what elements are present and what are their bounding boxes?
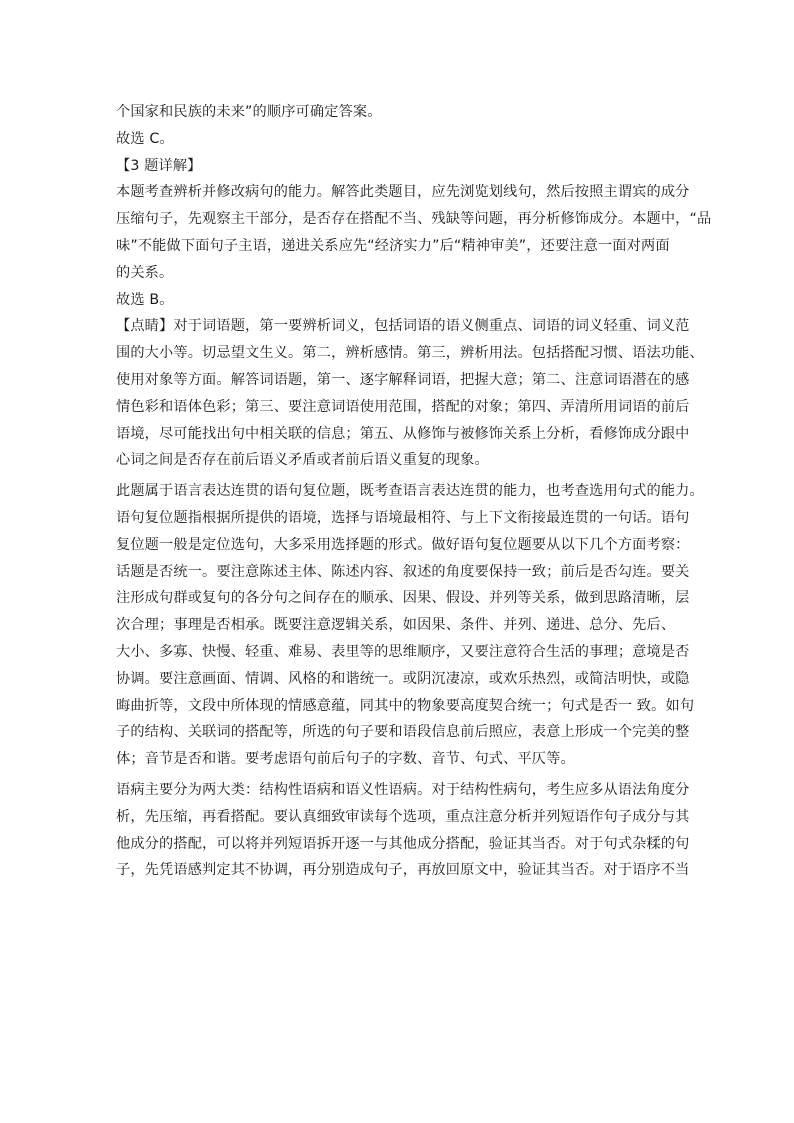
- text-line: 次合理；事理是否相承。既要注意逻辑关系，如因果、条件、并列、递进、总分、先后、: [116, 617, 676, 634]
- text-line: 复位题一般是定位选句，大多采用选择题的形式。做好语句复位题要从以下几个方面考察：: [116, 536, 690, 553]
- text-line: 压缩句子，先观察主干部分，是否存在搭配不当、残缺等问题，再分析修饰成分。本题中，“品: [116, 211, 712, 228]
- text-line: 晦曲折等，文段中所体现的情感意蕴，同其中的物象要高度契合统一；句式是否一 致。如句: [116, 697, 695, 714]
- answer-explanation-block: [116, 99, 712, 474]
- text-line: 他成分的搭配，可以将并列短语拆开逐一与其他成分搭配，验证其当否。对于句式杂糅的句: [116, 835, 690, 852]
- text-line: 协调。要注意画面、情调、风格的和谐统一。或阴沉凄凉，或欢乐热烈，或简洁明快，或隐: [116, 670, 690, 687]
- text-line: 体；音节是否和谐。要考虑语句前后句子的字数、音节、句式、平仄等。: [116, 751, 575, 768]
- text-line: 子，先凭语感判定其不协调，再分别造成句子，再放回原文中，验证其当否。对于语序不当: [116, 862, 690, 879]
- text-line: 心词之间是否存在前后语义矛盾或者前后语义重复的现象。: [116, 452, 489, 469]
- text-line: 本题考查辨析并修改病句的能力。解答此类题目，应先浏览划线句，然后按照主谓宾的成分: [116, 184, 690, 201]
- text-line: 【点睛】对于词语题，第一要辨析词义，包括词语的语义侧重点、词语的词义轻重、词义范: [116, 318, 690, 335]
- sentence-reordering-notes: [116, 478, 704, 773]
- text-line: 此题属于语言表达连贯的语句复位题，既考查语言表达连贯的能力，也考查选用句式的能力。: [116, 483, 704, 500]
- text-line: 语境，尽可能找出句中相关联的信息；第五、从修饰与被修饰关系上分析，看修饰成分跟中: [116, 425, 690, 442]
- document-body: [116, 99, 712, 884]
- grammar-error-notes: [116, 777, 692, 884]
- text-line: 故选 B。: [116, 291, 174, 308]
- text-line: 语句复位题指根据所提供的语境，选择与语境最相符、与上下文衔接最连贯的一句话。语句: [116, 509, 690, 526]
- text-line: 情色彩和语体色彩；第三、要注意词语使用范围，搭配的对象；第四、弄清所用词语的前后: [116, 398, 690, 415]
- text-line: 话题是否统一。要注意陈述主体、陈述内容、叙述的角度要保持一致；前后是否勾连。要关: [116, 563, 690, 580]
- section-heading: 【3 题详解】: [116, 157, 202, 174]
- text-line: 注形成句群或复句的各分句之间存在的顺承、因果、假设、并列等关系，做到思路清晰，层: [116, 590, 690, 607]
- text-line: 析，先压缩，再看搭配。要认真细致审读每个选项，重点注意分析并列短语作句子成分与其: [116, 808, 690, 825]
- text-line: 大小、多寡、快慢、轻重、难易、表里等的思维顺序，又要注意符合生活的事理；意境是否: [116, 643, 690, 660]
- text-line: 个国家和民族的未来”的顺序可确定答案。: [116, 104, 382, 120]
- text-line: 故选 C。: [116, 130, 174, 147]
- text-line: 味”不能做下面句子主语，递进关系应先“经济实力”后“精神审美”，还要注意一面对两面: [116, 237, 670, 254]
- text-line: 围的大小等。切忌望文生义。第二，辨析感情。第三，辨析用法。包括搭配习惯、语法功能、: [116, 345, 704, 362]
- text-line: 子的结构、关联词的搭配等，所选的句子要和语段信息前后照应，表意上形成一个完美的整: [116, 724, 690, 741]
- text-line: 语病主要分为两大类：结构性语病和语义性语病。对于结构性病句，考生应多从语法角度分: [116, 781, 690, 798]
- text-line: 的关系。: [116, 264, 174, 281]
- text-line: 使用对象等方面。解答词语题，第一、逐字解释词语，把握大意；第二、注意词语潜在的感: [116, 371, 690, 388]
